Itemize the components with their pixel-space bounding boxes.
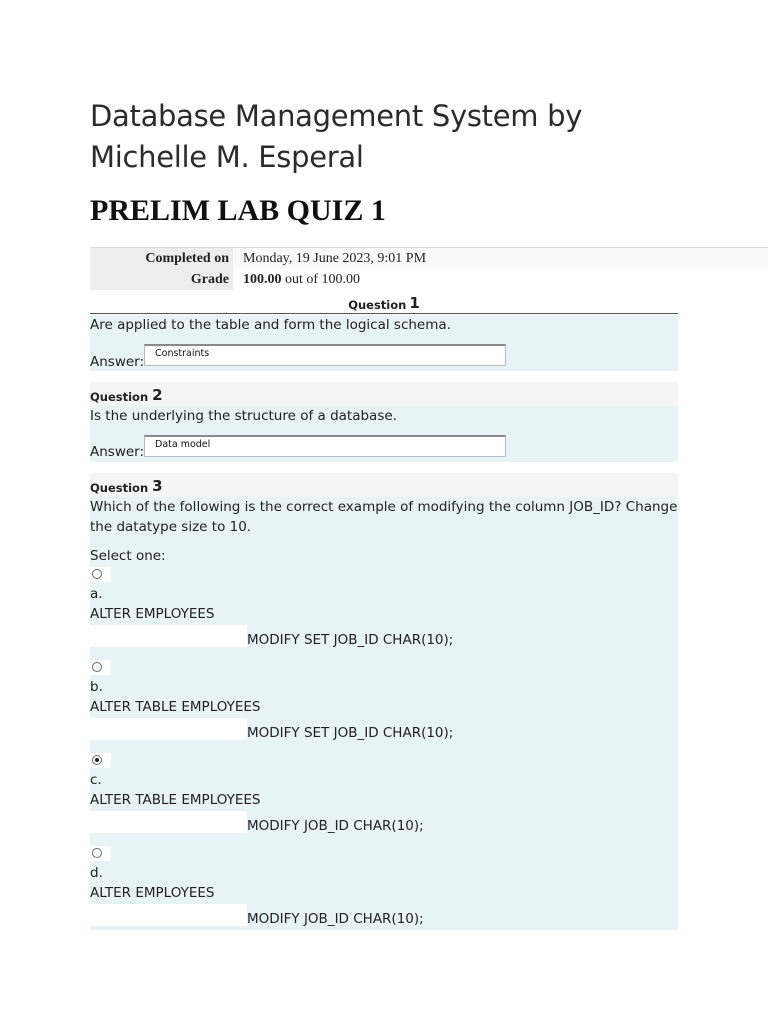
document-title: Database Management System by Michelle M. Esperal [90, 99, 583, 174]
completed-label: Completed on [90, 248, 233, 269]
option-b-indent [90, 718, 247, 740]
grade-total: out of 100.00 [281, 272, 361, 287]
option-c-line2: MODIFY JOB_ID CHAR(10); [247, 818, 424, 834]
question-1-answer-input[interactable]: Constraints [144, 344, 506, 366]
option-d-indent [90, 904, 247, 926]
question-label: Question [90, 481, 149, 495]
question-label: Question [90, 390, 149, 404]
question-number: 3 [152, 477, 163, 495]
option-b-letter: b. [90, 679, 103, 695]
completed-row [90, 248, 768, 269]
select-one-label: Select one: [90, 548, 166, 564]
question-2-text: Is the underlying the structure of a database. [90, 408, 397, 424]
question-2-header [90, 382, 678, 406]
grade-score: 100.00 [243, 272, 282, 287]
question-1-header [90, 290, 678, 314]
option-d-letter: d. [90, 865, 103, 881]
option-a-indent [90, 625, 247, 647]
option-a-radio[interactable] [90, 567, 111, 582]
option-c-radio[interactable] [90, 753, 111, 768]
grade-label: Grade [90, 269, 233, 290]
completed-value: Monday, 19 June 2023, 9:01 PM [233, 248, 768, 269]
question-label: Question [348, 298, 407, 312]
question-number: 2 [152, 386, 163, 404]
question-3-body [90, 497, 678, 930]
question-3-header [90, 473, 678, 497]
option-a-letter: a. [90, 586, 103, 602]
question-2-answer-label: Answer: [90, 444, 145, 460]
option-b-radio[interactable] [90, 660, 111, 675]
option-b-line1: ALTER TABLE EMPLOYEES [90, 699, 261, 715]
option-d-radio[interactable] [90, 846, 111, 861]
option-c-line1: ALTER TABLE EMPLOYEES [90, 792, 261, 808]
option-c-letter: c. [90, 772, 102, 788]
option-c-indent [90, 811, 247, 833]
grade-value [233, 269, 768, 290]
question-1-answer-label: Answer: [90, 354, 145, 370]
quiz-summary-table [90, 247, 768, 290]
question-2-answer-input[interactable]: Data model [144, 435, 506, 457]
question-3-text: Which of the following is the correct example of modifying the column JOB_ID? Change the datatype size to 10. [90, 499, 678, 535]
grade-row [90, 269, 768, 290]
option-d-line2: MODIFY JOB_ID CHAR(10); [247, 911, 424, 927]
option-b-line2: MODIFY SET JOB_ID CHAR(10); [247, 725, 454, 741]
quiz-title: PRELIM LAB QUIZ 1 [90, 194, 386, 227]
question-1-text: Are applied to the table and form the logical schema. [90, 317, 451, 333]
question-1-body [90, 315, 678, 371]
option-a-line1: ALTER EMPLOYEES [90, 606, 215, 622]
question-2-body [90, 406, 678, 462]
option-d-line1: ALTER EMPLOYEES [90, 885, 215, 901]
question-number: 1 [409, 294, 420, 312]
option-a-line2: MODIFY SET JOB_ID CHAR(10); [247, 632, 454, 648]
